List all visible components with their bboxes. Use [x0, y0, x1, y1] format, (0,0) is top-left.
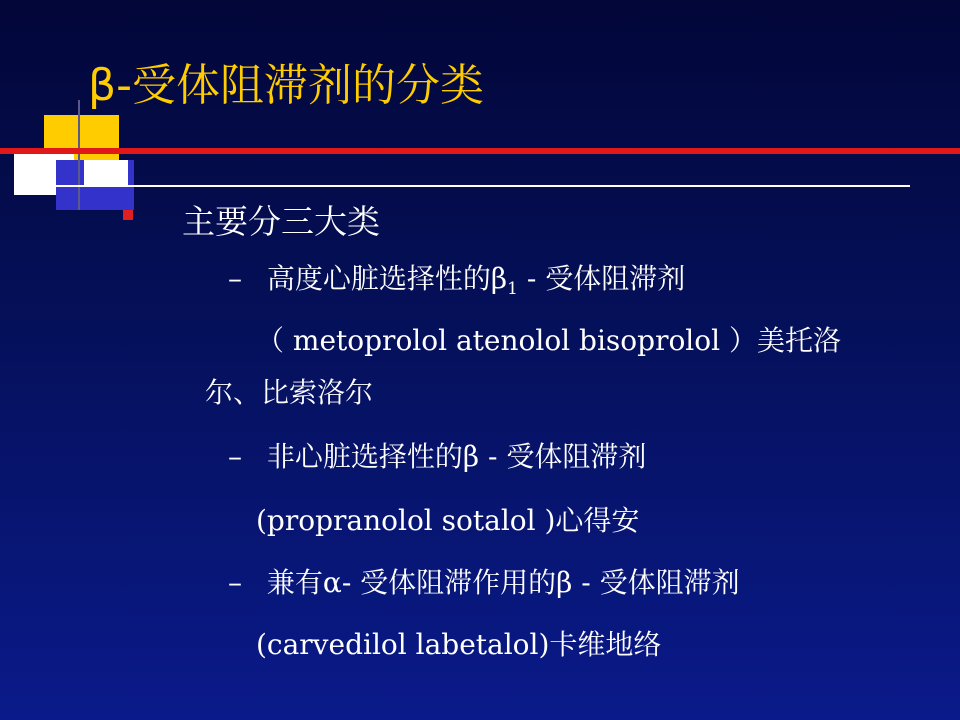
- sub-item-3: [228, 566, 740, 600]
- sub-item-2-text: 非心脏选择性的β - 受体阻滞剂: [266, 440, 647, 473]
- main-bullet-text: 主要分三大类: [182, 202, 380, 241]
- sub-item-1-detail-line1: （ metoprolol atenolol bisoprolol ）美托洛: [256, 324, 841, 357]
- sub-item-1-text-after: - 受体阻滞剂: [517, 262, 686, 295]
- sub-item-1-subscript: 1: [507, 279, 518, 299]
- sub-item-3-detail: (carvedilol labetalol)卡维地络: [256, 628, 662, 661]
- sub-item-1-text: 高度心脏选择性的β: [266, 262, 508, 295]
- sub-item-2-detail: (propranolol sotalol )心得安: [256, 504, 640, 537]
- dash-1: –: [228, 262, 242, 295]
- slide-title: β-受体阻滞剂的分类: [88, 60, 484, 111]
- sub-item-1: [228, 262, 685, 299]
- sub-item-2: [228, 440, 646, 474]
- dash-3: –: [228, 566, 242, 599]
- red-rule: [0, 148, 960, 154]
- decor-vertical-line: [78, 100, 80, 210]
- sub-item-3-text: 兼有α- 受体阻滞作用的β - 受体阻滞剂: [266, 566, 740, 599]
- sub-item-1-detail-line2: 尔、比索洛尔: [205, 376, 374, 409]
- white-rule: [46, 185, 910, 187]
- dash-2: –: [228, 440, 242, 473]
- bullet-square-icon: [123, 210, 133, 220]
- decor-square-small: [84, 160, 128, 185]
